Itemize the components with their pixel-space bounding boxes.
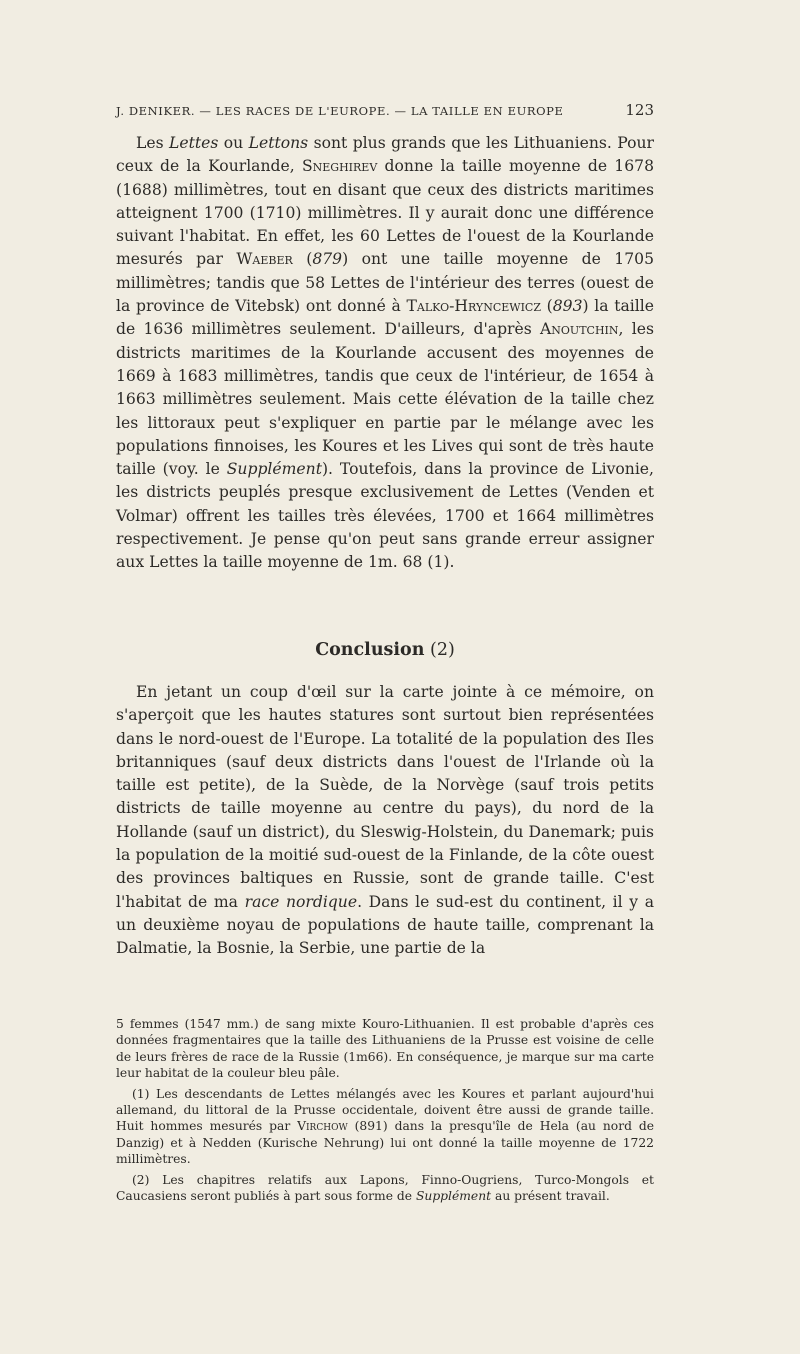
text-run: donne la taille moyenne de 1678 (1688) millimètres, tout en disant que ceux des districts maritimes atteignent 1700 (1710) millimètres. Il y aurait donc une différence suivant l'habitat. En effet, les 60 Lettes de l'ouest de la Kourlande mesurés par xyxy=(116,157,654,269)
text-run: ) la taille de 1636 millimètres seulement. D'ailleurs, d'après xyxy=(116,297,654,339)
italic-supplement: Supplément xyxy=(226,460,322,479)
footnotes xyxy=(116,1016,654,1208)
author-waeber: Waeber xyxy=(236,250,293,269)
body-text-conclusion xyxy=(116,681,654,961)
italic-race-nordique: race nordique xyxy=(244,892,358,911)
running-header xyxy=(116,101,654,119)
author-talko-hryncewicz: Talko-Hryncewicz xyxy=(406,297,541,316)
footnote-1 xyxy=(116,1086,654,1168)
text-run: sont plus grands que les Lithuaniens. Pour ceux de la Kourlande, xyxy=(116,134,654,176)
footnote-2 xyxy=(116,1172,654,1205)
text-run: ). Toutefois, dans la province de Livonie, les districts peuplés presque exclusivement de Lettes (Venden et Volmar) offrent les tailles très élevées, 1700 et 1664 millimètres respectivement. Je pense qu'on peut sans grande erreur assigner aux Lettes la taille moyenne de 1m. 68 (1). xyxy=(116,460,654,572)
body-text-lettes xyxy=(116,132,654,575)
citation-893: 893 xyxy=(552,297,583,316)
author-sneghirev: Sneghirev xyxy=(301,157,378,176)
text-run: au présent travail. xyxy=(491,1189,610,1204)
footnote-continuation: 5 femmes (1547 mm.) de sang mixte Kouro-Lithuanien. Il est probable d'après ces données fragmentaires que la taille des Lithuaniens de la Prusse est voisine de celle de leurs frères de race de la Russie (1m66). En conséquence, je marque sur ma carte leur habitat de la couleur bleu pâle. xyxy=(116,1017,654,1081)
paragraph-conclusion xyxy=(116,681,654,961)
heading-title: Conclusion xyxy=(315,640,425,660)
text-run: En jetant un coup d'œil sur la carte jointe à ce mémoire, on s'aperçoit que les hautes statures sont surtout bien représentées dans le nord-ouest de l'Europe. La totalité de la population des Iles britanniques (sauf deux districts dans l'ouest de l'Irlande où la taille est petite), de la Suède, de la Norvège (sauf trois petits districts de taille moyenne au centre du pays), du nord de la Hollande (sauf un district), du Sleswig-Holstein, du Danemark; puis la population de la moitié sud-ouest de la Finlande, de la côte ouest des provinces baltiques en Russie, sont de grande taille. C'est l'habitat de ma xyxy=(116,683,654,911)
text-run: (891) dans la presqu'île de Hela (au nord de Danzig) et à Nedden (Kurische Nehrung) lui ont donné la taille moyenne de 1722 millimètres. xyxy=(116,1119,655,1167)
text-run: , les districts maritimes de la Kourlande accusent des moyennes de 1669 à 1683 millimètres, tandis que ceux de l'intérieur, de 1654 à 1663 millimètres seulement. Mais cette élévation de la taille chez les littoraux peut s'expliquer en partie par le mélange avec les populations finnoises, les Koures et les Lives qui sont de très haute taille (voy. le xyxy=(116,320,654,479)
citation-879: 879 xyxy=(312,250,343,269)
heading-footnote-ref: (2) xyxy=(424,640,455,660)
text-run: ( xyxy=(540,297,553,316)
page-number: 123 xyxy=(625,101,654,119)
text-run: ou xyxy=(218,134,249,152)
author-virchow: Virchow xyxy=(297,1119,348,1134)
author-anoutchin: Anoutchin xyxy=(540,320,619,339)
section-heading xyxy=(116,640,654,660)
text-run: Les xyxy=(136,134,169,152)
running-head-title: J. DENIKER. — LES RACES DE L'EUROPE. — LA TAILLE EN EUROPE xyxy=(116,104,564,118)
italic-term-lettons: Lettons xyxy=(248,134,309,152)
italic-term-lettes: Lettes xyxy=(169,134,219,152)
text-run: (2) Les chapitres relatifs aux Lapons, Finno-Ougriens, Turco-Mongols et Caucasiens seront publiés à part sous forme de xyxy=(116,1172,654,1204)
italic-supplement: Supplément xyxy=(415,1189,492,1204)
text-run: . Dans le sud-est du continent, il y a un deuxième noyau de populations de haute taille, comprenant la Dalmatie, la Bosnie, la Serbie, une partie de la xyxy=(116,892,655,958)
paragraph-lettes xyxy=(116,132,654,575)
text-run: (1) Les descendants de Lettes mélangés avec les Koures et parlant aujourd'hui allemand, du littoral de la Prusse occidentale, doivent être aussi de grande taille. Huit hommes mesurés par xyxy=(116,1086,654,1134)
text-run: ) ont une taille moyenne de 1705 millimètres; tandis que 58 Lettes de l'intérieur des terres (ouest de la province de Vitebsk) ont donné à xyxy=(116,250,654,316)
text-run: ( xyxy=(292,250,313,269)
